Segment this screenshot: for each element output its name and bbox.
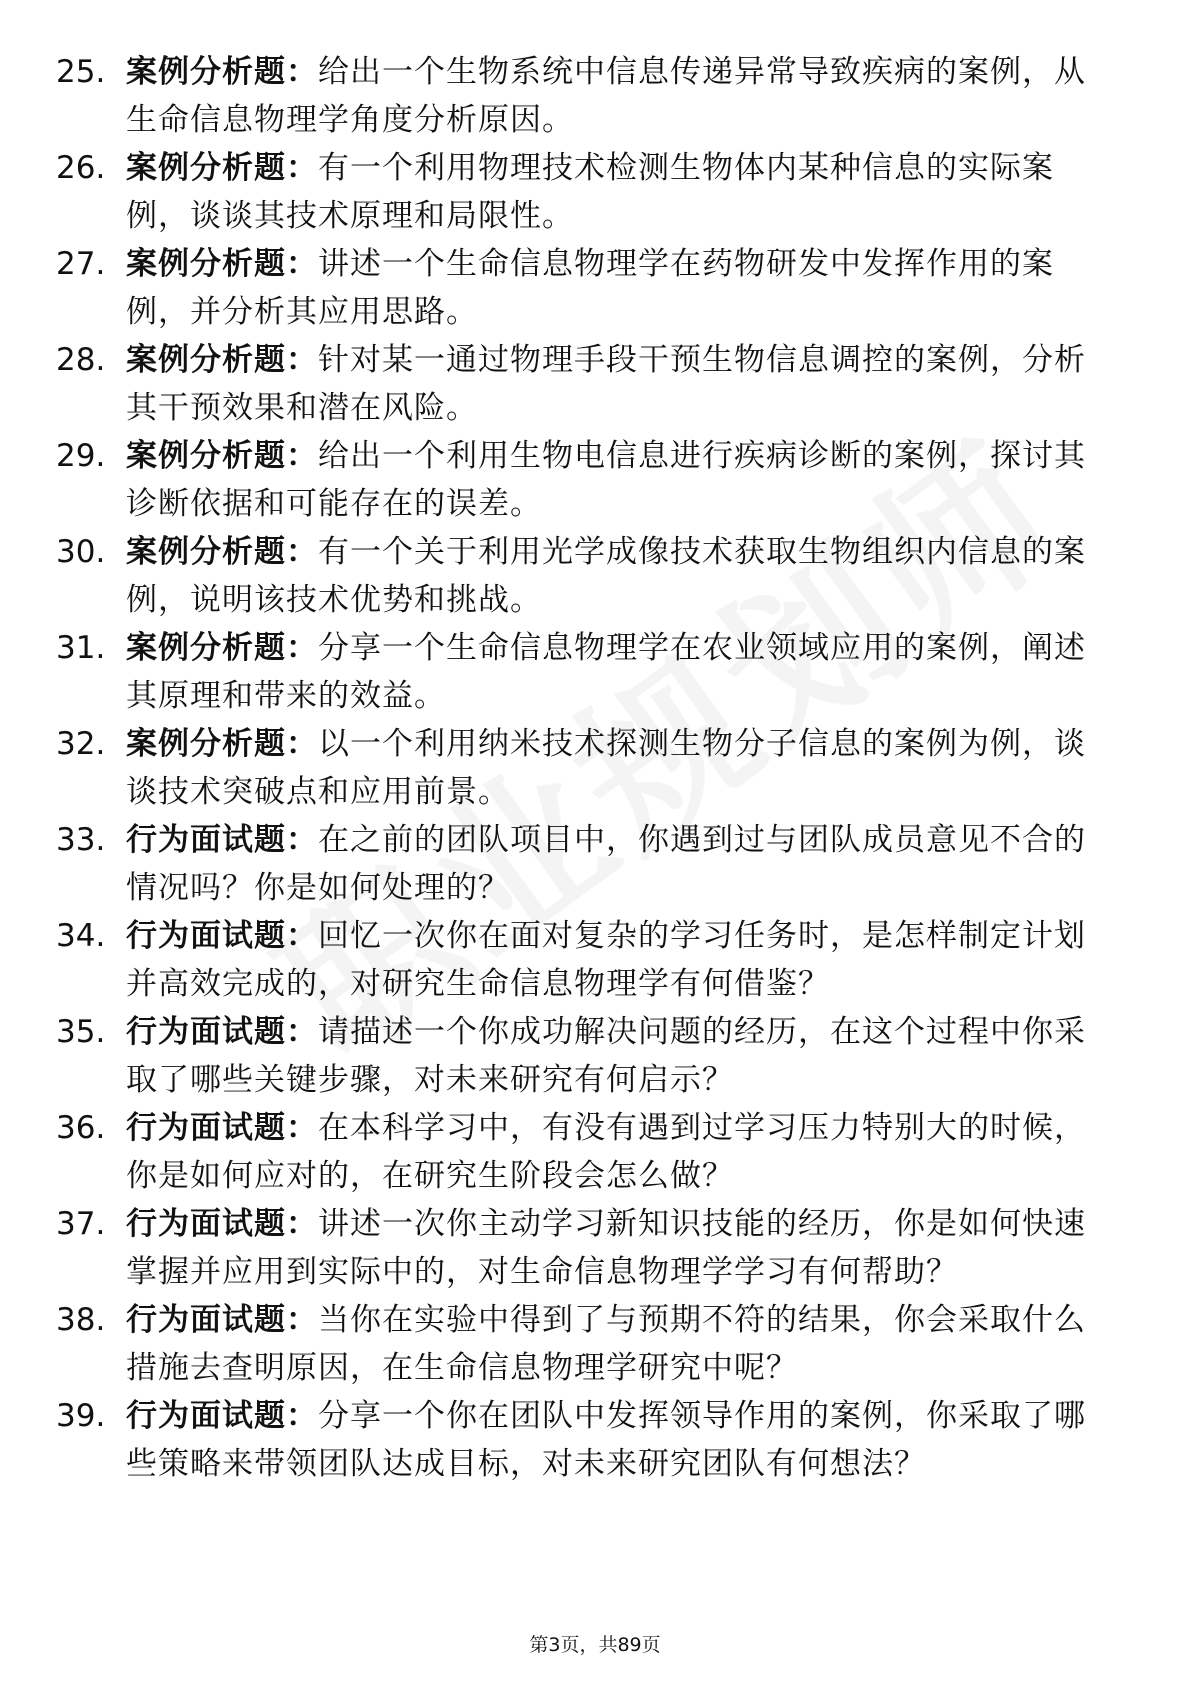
question-body <box>126 48 1116 144</box>
question-item <box>0 1200 1190 1300</box>
question-item <box>0 1104 1190 1204</box>
question-text: 给出一个利用生物电信息进行疾病诊断的案例，探讨其诊断依据和可能存在的误差。 <box>126 438 1086 522</box>
question-body <box>126 624 1116 720</box>
question-category: 行为面试题： <box>126 918 318 954</box>
question-category: 行为面试题： <box>126 1398 318 1434</box>
question-text: 讲述一次你主动学习新知识技能的经历，你是如何快速掌握并应用到实际中的，对生命信息物理学学习有何帮助？ <box>126 1206 1086 1290</box>
page-footer: 第3页，共89页 <box>529 1634 661 1656</box>
question-text: 在本科学习中，有没有遇到过学习压力特别大的时候，你是如何应对的，在研究生阶段会怎么做？ <box>126 1110 1086 1194</box>
question-category: 行为面试题： <box>126 1014 318 1050</box>
question-body <box>126 336 1116 432</box>
question-category: 行为面试题： <box>126 1110 318 1146</box>
question-item <box>0 1008 1190 1108</box>
question-item <box>0 912 1190 1012</box>
question-number: 30. <box>56 534 106 570</box>
question-item <box>0 48 1190 148</box>
question-body <box>126 720 1116 816</box>
question-category: 行为面试题： <box>126 1206 318 1242</box>
question-item <box>0 624 1190 724</box>
question-number: 34. <box>56 918 106 954</box>
question-text: 给出一个生物系统中信息传递异常导致疾病的案例，从生命信息物理学角度分析原因。 <box>126 54 1086 138</box>
question-text: 有一个关于利用光学成像技术获取生物组织内信息的案例，说明该技术优势和挑战。 <box>126 534 1086 618</box>
question-item <box>0 720 1190 820</box>
question-item <box>0 144 1190 244</box>
question-text: 有一个利用物理技术检测生物体内某种信息的实际案例，谈谈其技术原理和局限性。 <box>126 150 1054 234</box>
question-text: 当你在实验中得到了与预期不符的结果，你会采取什么措施去查明原因，在生命信息物理学研究中呢？ <box>126 1302 1086 1386</box>
question-number: 27. <box>56 246 106 282</box>
question-item <box>0 816 1190 916</box>
question-text: 回忆一次你在面对复杂的学习任务时，是怎样制定计划并高效完成的，对研究生命信息物理学有何借鉴？ <box>126 918 1086 1002</box>
question-body <box>126 1296 1116 1392</box>
question-number: 38. <box>56 1302 106 1338</box>
question-number: 32. <box>56 726 106 762</box>
question-category: 案例分析题： <box>126 534 318 570</box>
question-body <box>126 1008 1116 1104</box>
question-category: 案例分析题： <box>126 246 318 282</box>
question-category: 案例分析题： <box>126 726 318 762</box>
question-text: 分享一个你在团队中发挥领导作用的案例，你采取了哪些策略来带领团队达成目标，对未来研究团队有何想法？ <box>126 1398 1086 1482</box>
question-category: 案例分析题： <box>126 54 318 90</box>
question-item <box>0 240 1190 340</box>
question-category: 案例分析题： <box>126 438 318 474</box>
question-category: 案例分析题： <box>126 630 318 666</box>
question-body <box>126 1200 1116 1296</box>
question-body <box>126 144 1116 240</box>
question-body <box>126 528 1116 624</box>
question-body <box>126 432 1116 528</box>
question-item <box>0 528 1190 628</box>
question-number: 37. <box>56 1206 106 1242</box>
question-category: 案例分析题： <box>126 150 318 186</box>
question-item <box>0 1392 1190 1492</box>
question-category: 行为面试题： <box>126 1302 318 1338</box>
question-item <box>0 1296 1190 1396</box>
question-number: 39. <box>56 1398 106 1434</box>
question-number: 31. <box>56 630 106 666</box>
question-text: 在之前的团队项目中，你遇到过与团队成员意见不合的情况吗？你是如何处理的？ <box>126 822 1086 906</box>
question-text: 分享一个生命信息物理学在农业领域应用的案例，阐述其原理和带来的效益。 <box>126 630 1086 714</box>
question-number: 28. <box>56 342 106 378</box>
question-body <box>126 912 1116 1008</box>
question-body <box>126 816 1116 912</box>
question-body <box>126 240 1116 336</box>
question-item <box>0 336 1190 436</box>
question-text: 针对某一通过物理手段干预生物信息调控的案例，分析其干预效果和潜在风险。 <box>126 342 1086 426</box>
question-number: 33. <box>56 822 106 858</box>
question-number: 26. <box>56 150 106 186</box>
question-number: 36. <box>56 1110 106 1146</box>
question-category: 案例分析题： <box>126 342 318 378</box>
question-category: 行为面试题： <box>126 822 318 858</box>
question-body <box>126 1104 1116 1200</box>
question-number: 29. <box>56 438 106 474</box>
question-number: 25. <box>56 54 106 90</box>
question-text: 讲述一个生命信息物理学在药物研发中发挥作用的案例，并分析其应用思路。 <box>126 246 1054 330</box>
question-text: 以一个利用纳米技术探测生物分子信息的案例为例，谈谈技术突破点和应用前景。 <box>126 726 1086 810</box>
question-item <box>0 432 1190 532</box>
question-text: 请描述一个你成功解决问题的经历，在这个过程中你采取了哪些关键步骤，对未来研究有何启示？ <box>126 1014 1086 1098</box>
question-body <box>126 1392 1116 1488</box>
question-number: 35. <box>56 1014 106 1050</box>
